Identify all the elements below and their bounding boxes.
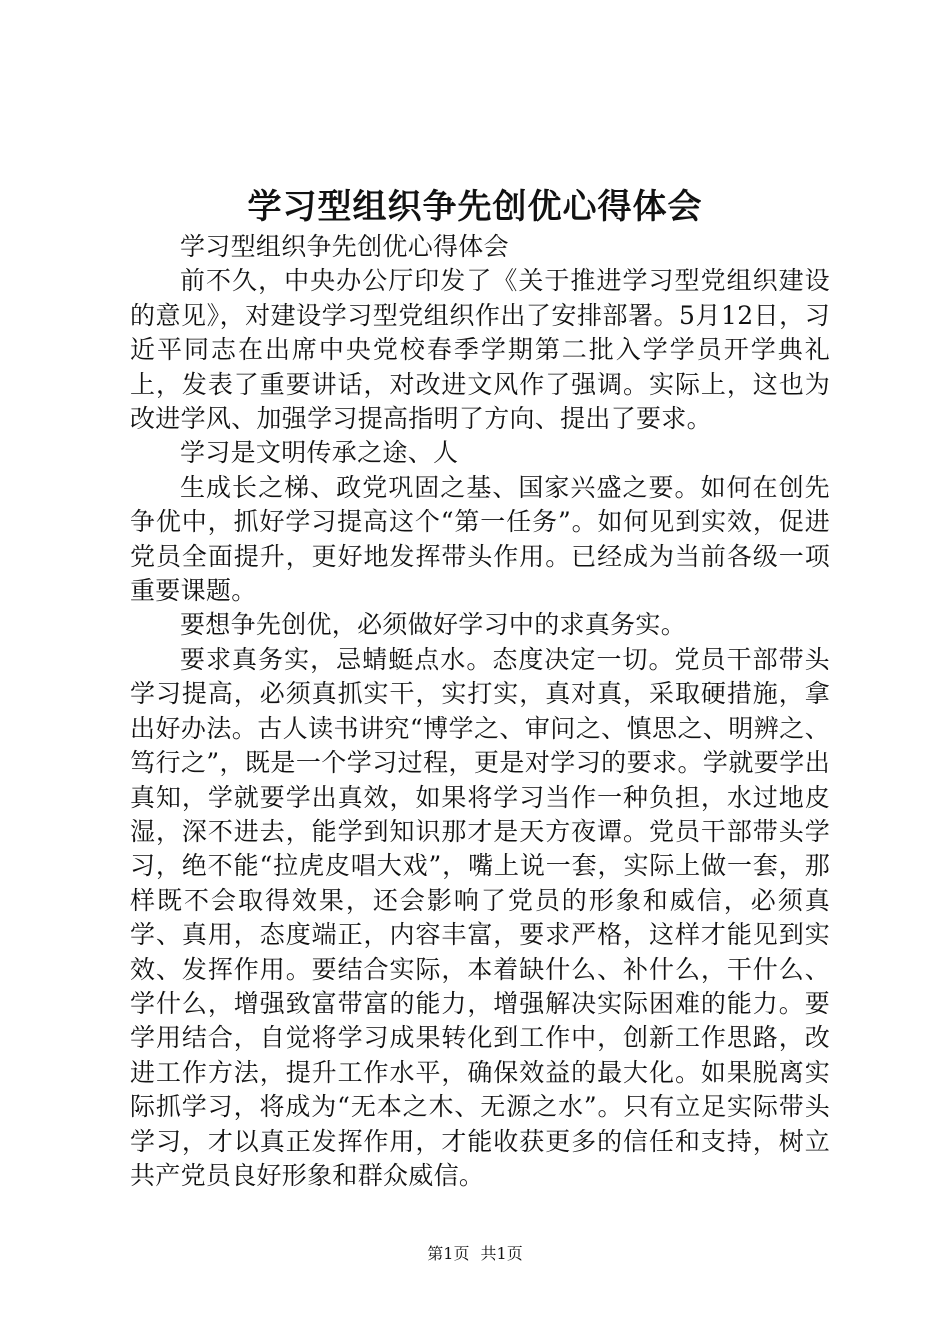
paragraph: 要想争先创优，必须做好学习中的求真务实。: [180, 610, 687, 640]
page-number: 第1页: [427, 1244, 470, 1263]
paragraph: 学习是文明传承之途、人: [180, 438, 459, 468]
page-total: 共1页: [480, 1244, 523, 1263]
paragraph: 要求真务实，忌蜻蜓点水。态度决定一切。党员干部带头学习提高，必须真抓实干，实打实，真对真，采取硬措施，拿出好办法。古人读书讲究“博学之、审问之、慎思之、明辨之、笃行之”，既是一个学习过程，更是对学习的要求。学就要学出真知，学就要学出真效，如果将学习当作一种负担，水过地皮湿，深不进去，能学到知识那才是天方夜谭。党员干部带头学习，绝不能“拉虎皮唱大戏”，嘴上说一套，实际上做一套，那样既不会取得效果，还会影响了党员的形象和威信，必须真学、真用，态度端正，内容丰富，要求严格，这样才能见到实效、发挥作用。要结合实际，本着缺什么、补什么，干什么、学什么，增强致富带富的能力，增强解决实际困难的能力。要学用结合，自觉将学习成果转化到工作中，创新工作思路，改进工作方法，提升工作水平，确保效益的最大化。如果脱离实际抓学习，将成为“无本之木、无源之水”。只有立足实际带头学习，才以真正发挥作用，才能收获更多的信任和支持，树立共产党员良好形象和群众威信。: [130, 644, 830, 1190]
paragraph-subtitle: 学习型组织争先创优心得体会: [180, 232, 509, 261]
document-title: 学习型组织争先创优心得体会: [247, 187, 703, 227]
paragraph: 前不久，中央办公厅印发了《关于推进学习型党组织建设的意见》，对建设学习型党组织作出了安排部署。5月12日，习近平同志在出席中央党校春季学期第二批入学学员开学典礼上，发表了重要讲话，对改进文风作了强调。实际上，这也为改进学风、加强学习提高指明了方向、提出了要求。: [130, 266, 830, 434]
paragraph: 生成长之梯、政党巩固之基、国家兴盛之要。如何在创先争优中，抓好学习提高这个“第一任务”。如何见到实效，促进党员全面提升，更好地发挥带头作用。已经成为当前各级一项重要课题。: [130, 472, 830, 606]
document-body: [130, 230, 830, 1193]
page-footer: [0, 1243, 950, 1265]
